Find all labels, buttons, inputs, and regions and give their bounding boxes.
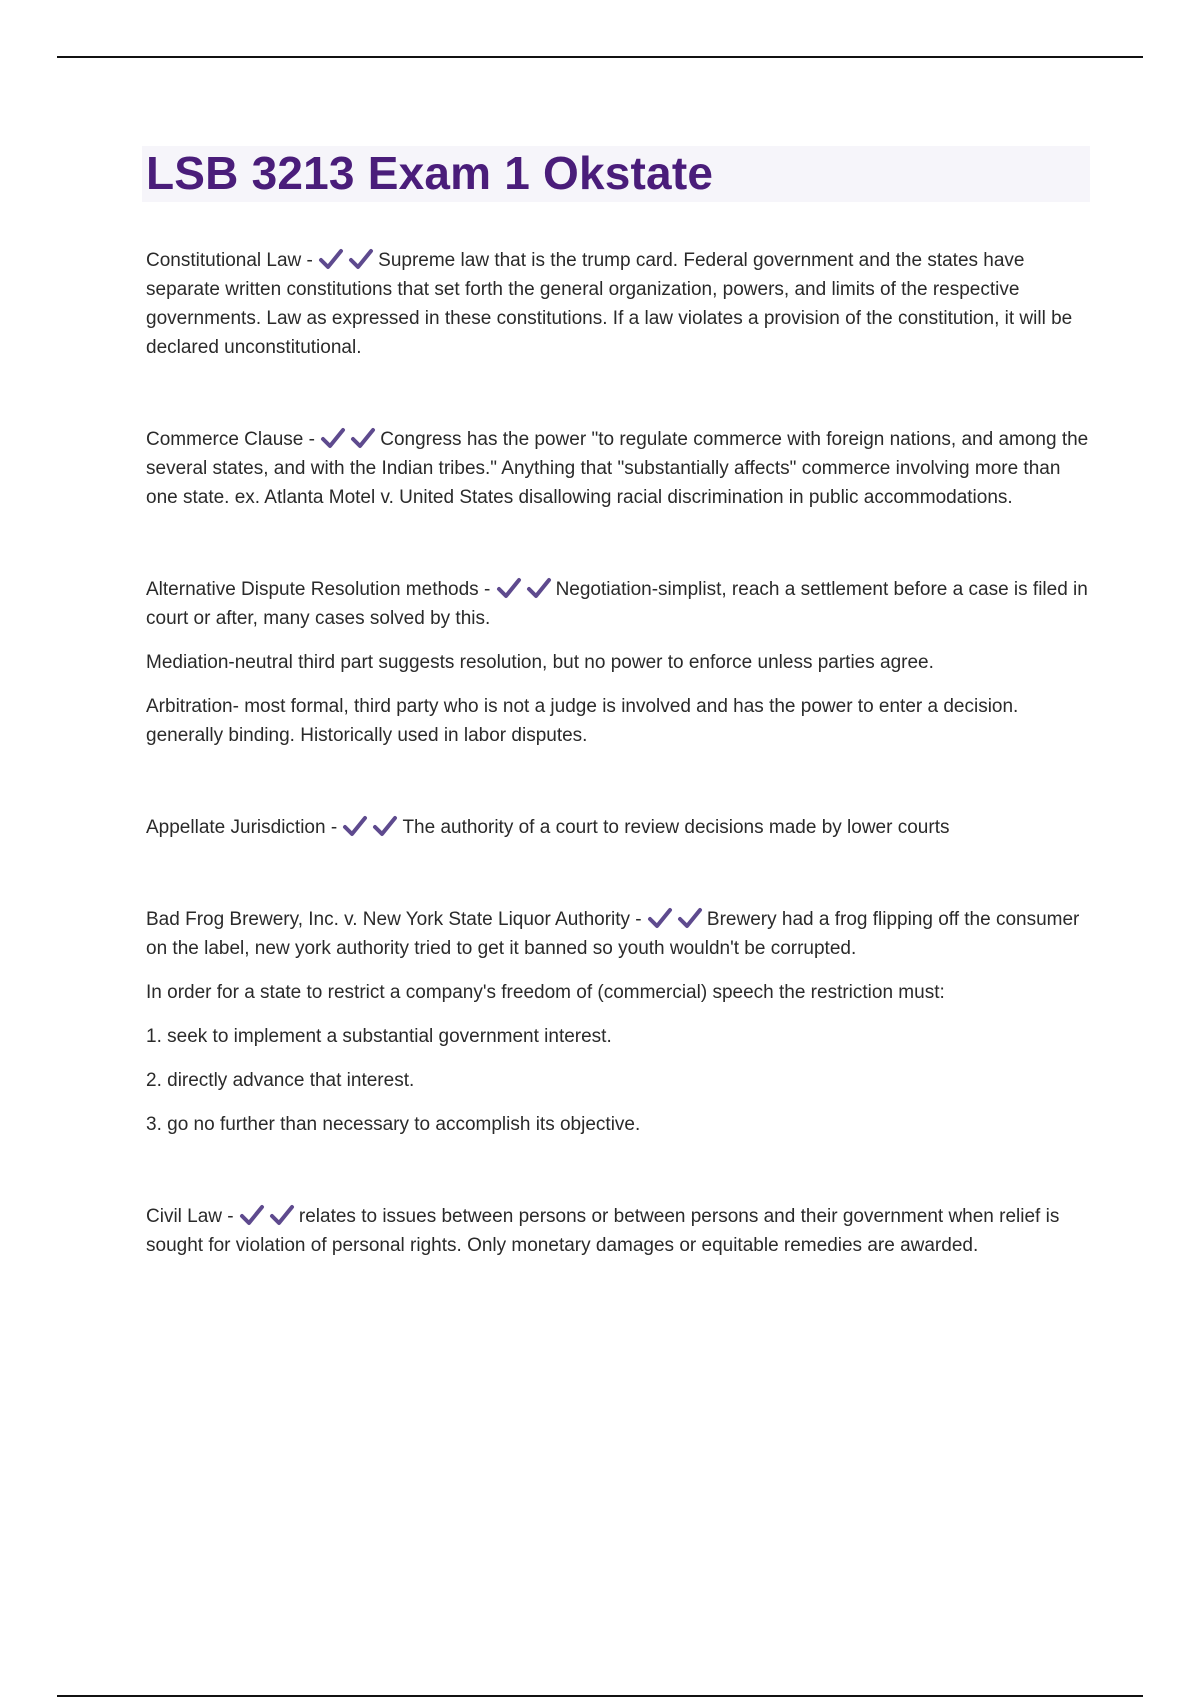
entry-definition: Supreme law that is the trump card. Federal government and the states have separate written constitutions that set forth the general organization, powers, and limits of the respective governments. Law as expressed in these constitutions. If a law violates a provision of the constitution, it will be declared unconstitutional. bbox=[146, 250, 1073, 358]
entry-paragraph: Arbitration- most formal, third party who is not a judge is involved and has the power to enter a decision. generally binding. Historically used in labor disputes. bbox=[146, 696, 1019, 746]
check-mark-icon bbox=[239, 1204, 265, 1226]
entry-term: Civil Law - bbox=[146, 1206, 234, 1227]
check-mark-icon bbox=[677, 907, 703, 929]
top-rule bbox=[57, 56, 1143, 58]
list-item: 2. directly advance that interest. bbox=[146, 1070, 415, 1091]
entry-definition: relates to issues between persons or between persons and their government when relief is sought for violation of personal rights. Only monetary damages or equitable remedies are awarded. bbox=[146, 1206, 1060, 1256]
entry-term: Alternative Dispute Resolution methods - bbox=[146, 579, 491, 600]
entry-paragraph bbox=[146, 575, 1092, 633]
entry-paragraph bbox=[146, 246, 1092, 362]
check-mark-icon bbox=[526, 577, 552, 599]
entry-paragraph bbox=[146, 1202, 1092, 1260]
entry-adr-methods bbox=[146, 575, 1092, 750]
check-mark-icon bbox=[269, 1204, 295, 1226]
entry-term: Bad Frog Brewery, Inc. v. New York State Liquor Authority - bbox=[146, 909, 642, 930]
entry-definition: Negotiation-simplist, reach a settlement before a case is filed in court or after, many cases solved by this. bbox=[146, 579, 1088, 629]
entry-bad-frog-brewery bbox=[146, 905, 1092, 1139]
check-mark-icon bbox=[348, 248, 374, 270]
entry-commerce-clause bbox=[146, 425, 1092, 512]
entry-term: Commerce Clause - bbox=[146, 429, 315, 450]
list-item: 3. go no further than necessary to accomplish its objective. bbox=[146, 1114, 641, 1135]
check-mark-icon bbox=[372, 815, 398, 837]
page-title: LSB 3213 Exam 1 Okstate bbox=[146, 147, 714, 199]
entry-term: Constitutional Law - bbox=[146, 250, 313, 271]
check-mark-icon bbox=[496, 577, 522, 599]
entry-definition: Brewery had a frog flipping off the consumer on the label, new york authority tried to get it banned so youth wouldn't be corrupted. bbox=[146, 909, 1080, 959]
entry-paragraph bbox=[146, 905, 1092, 963]
bottom-rule bbox=[57, 1695, 1143, 1697]
check-mark-icon bbox=[350, 427, 376, 449]
entry-paragraph: In order for a state to restrict a company's freedom of (commercial) speech the restriction must: bbox=[146, 982, 945, 1003]
entry-paragraph bbox=[146, 425, 1092, 512]
entry-constitutional-law bbox=[146, 246, 1092, 362]
document-body bbox=[146, 246, 1092, 1275]
entry-appellate-jurisdiction bbox=[146, 813, 1092, 842]
check-mark-icon bbox=[647, 907, 673, 929]
list-item: 1. seek to implement a substantial government interest. bbox=[146, 1026, 612, 1047]
check-mark-icon bbox=[342, 815, 368, 837]
check-mark-icon bbox=[318, 248, 344, 270]
entry-definition: Congress has the power "to regulate commerce with foreign nations, and among the several states, and with the Indian tribes." Anything that "substantially affects" commerce involving more than one state. ex. Atlanta Motel v. United States disallowing racial discrimination in public accommodations. bbox=[146, 429, 1089, 508]
entry-paragraph bbox=[146, 813, 1092, 842]
entry-civil-law bbox=[146, 1202, 1092, 1260]
entry-definition: The authority of a court to review decisions made by lower courts bbox=[402, 817, 950, 838]
entry-term: Appellate Jurisdiction - bbox=[146, 817, 338, 838]
entry-paragraph: Mediation-neutral third part suggests resolution, but no power to enforce unless parties agree. bbox=[146, 652, 934, 673]
check-mark-icon bbox=[320, 427, 346, 449]
